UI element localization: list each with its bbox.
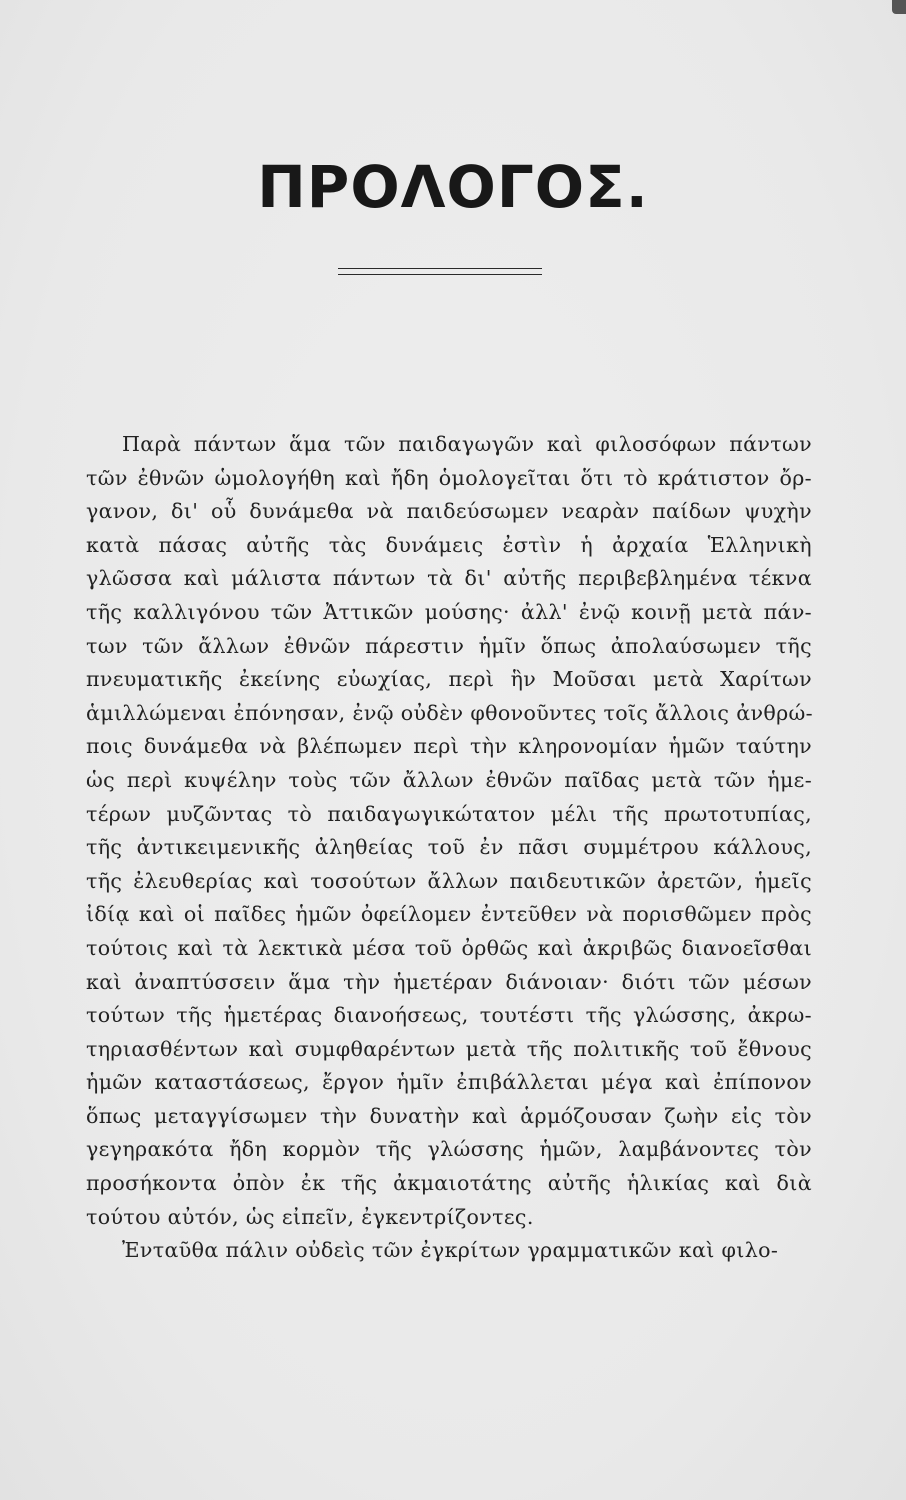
text-line: πνευματικῆς ἐκείνης εὐωχίας, περὶ ἣν Μοῦσαι μετὰ Χαρίτων (86, 667, 812, 692)
text-line: τῶν ἐθνῶν ὡμολογήθη καὶ ἤδη ὁμολογεῖται ὅτι τὸ κράτιστον ὄρ- (86, 465, 812, 490)
text-line: ὡς περὶ κυψέλην τοὺς τῶν ἄλλων ἐθνῶν παῖδας μετὰ τῶν ἡμε- (86, 767, 812, 792)
text-line: τούτοις καὶ τὰ λεκτικὰ μέσα τοῦ ὀρθῶς καὶ ἀκριβῶς διανοεῖσθαι (86, 935, 812, 960)
text-line: τηριασθέντων καὶ συμφθαρέντων μετὰ τῆς πολιτικῆς τοῦ ἔθνους (86, 1036, 812, 1061)
text-line: κατὰ πάσας αὐτῆς τὰς δυνάμεις ἐστὶν ἡ ἀρχαία Ἑλληνικὴ (86, 532, 812, 557)
text-line: ὅπως μεταγγίσωμεν τὴν δυνατὴν καὶ ἁρμόζουσαν ζωὴν εἰς τὸν (86, 1103, 812, 1128)
text-line: ἁμιλλώμεναι ἐπόνησαν, ἐνῷ οὐδὲν φθονοῦντες τοῖς ἄλλοις ἀνθρώ- (86, 700, 813, 725)
text-line: τέρων μυζῶντας τὸ παιδαγωγικώτατον μέλι τῆς πρωτοτυπίας, (86, 801, 812, 826)
text-line: τούτων τῆς ἡμετέρας διανοήσεως, τουτέστι τῆς γλώσσης, ἀκρω- (86, 1003, 812, 1028)
text-line: των τῶν ἄλλων ἐθνῶν πάρεστιν ἡμῖν ὅπως ἀπολαύσωμεν τῆς (86, 633, 812, 658)
text-line: ποις δυνάμεθα νὰ βλέπωμεν περὶ τὴν κληρονομίαν ἡμῶν ταύτην (86, 734, 812, 759)
prologue-body (86, 428, 812, 1268)
title-double-rule (338, 268, 542, 275)
text-line: Παρὰ πάντων ἅμα τῶν παιδαγωγῶν καὶ φιλοσόφων πάντων (122, 432, 812, 456)
text-line: προσήκοντα ὀπὸν ἐκ τῆς ἀκμαιοτάτης αὐτῆς ἡλικίας καὶ διὰ (86, 1171, 812, 1196)
text-line: ἡμῶν καταστάσεως, ἔργον ἡμῖν ἐπιβάλλεται μέγα καὶ ἐπίπονον (86, 1070, 812, 1095)
text-line: γανον, δι' οὗ δυνάμεθα νὰ παιδεύσωμεν νεαρὰν παίδων ψυχὴν (86, 499, 812, 524)
page-title: ΠΡΟΛΟΓΟΣ. (257, 153, 649, 221)
text-line: τῆς ἀντικειμενικῆς ἀληθείας τοῦ ἐν πᾶσι συμμέτρου κάλλους, (86, 835, 812, 860)
text-line: γλῶσσα καὶ μάλιστα πάντων τὰ δι' αὐτῆς περιβεβλημένα τέκνα (86, 566, 812, 591)
text-line: καὶ ἀναπτύσσειν ἅμα τὴν ἡμετέραν διάνοιαν· διότι τῶν μέσων (86, 969, 812, 994)
text-line: ἰδίᾳ καὶ οἱ παῖδες ἡμῶν ὀφείλομεν ἐντεῦθεν νὰ πορισθῶμεν πρὸς (86, 902, 812, 927)
text-line: Ἐνταῦθα πάλιν οὐδεὶς τῶν ἐγκρίτων γραμματικῶν καὶ φιλο- (122, 1238, 779, 1263)
page-corner-mark (892, 0, 906, 14)
text-line: τούτου αὐτόν, ὡς εἰπεῖν, ἐγκεντρίζοντες. (86, 1204, 534, 1229)
text-line: τῆς καλλιγόνου τῶν Ἀττικῶν μούσης· ἀλλ' ἐνῷ κοινῇ μετὰ πάν- (86, 599, 812, 624)
text-line: τῆς ἐλευθερίας καὶ τοσούτων ἄλλων παιδευτικῶν ἀρετῶν, ἡμεῖς (86, 868, 812, 893)
text-line: γεγηρακότα ἤδη κορμὸν τῆς γλώσσης ἡμῶν, λαμβάνοντες τὸν (86, 1137, 812, 1162)
